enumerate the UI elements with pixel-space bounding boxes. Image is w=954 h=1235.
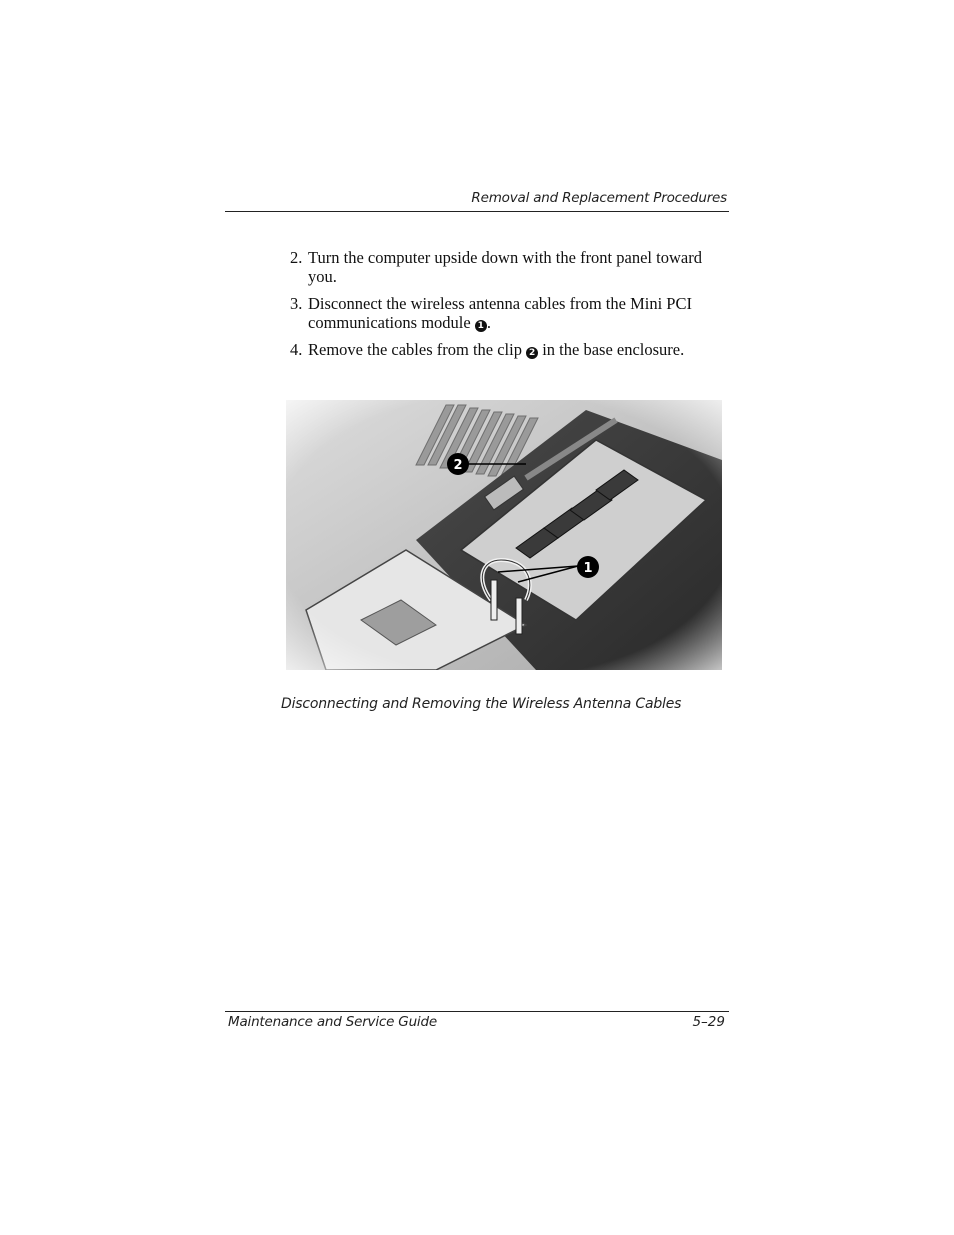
- illustration-svg: [286, 400, 722, 670]
- callout-1-icon: 1: [475, 320, 487, 332]
- step-text-part: in the base enclosure.: [538, 340, 685, 359]
- step-text-part: .: [486, 313, 491, 332]
- step-text: [308, 248, 720, 286]
- step-item: [290, 340, 720, 359]
- step-number: 2.: [290, 248, 303, 267]
- step-number: 4.: [290, 340, 303, 359]
- step-text: [308, 340, 720, 359]
- antenna-cable-illustration: [286, 400, 722, 670]
- callout-2-icon: 2: [526, 347, 538, 359]
- step-text-part: Remove the cables from the clip: [308, 340, 527, 359]
- footer-rule: [225, 1011, 729, 1012]
- procedure-steps: [290, 248, 720, 367]
- header-rule: [225, 211, 729, 212]
- footer-page-number: 5–29: [692, 1014, 725, 1030]
- step-text-part: Turn the computer upside down with the front panel toward you.: [308, 248, 702, 286]
- step-text: [308, 294, 720, 332]
- step-item: [290, 294, 720, 332]
- running-header-title: Removal and Replacement Procedures: [471, 190, 727, 206]
- figure-caption: Disconnecting and Removing the Wireless Antenna Cables: [281, 696, 682, 712]
- step-number: 3.: [290, 294, 303, 313]
- vignette: [286, 400, 722, 670]
- footer-guide-title: Maintenance and Service Guide: [228, 1014, 437, 1030]
- step-text-part: Disconnect the wireless antenna cables from the Mini PCI communications module: [308, 294, 692, 332]
- step-item: [290, 248, 720, 286]
